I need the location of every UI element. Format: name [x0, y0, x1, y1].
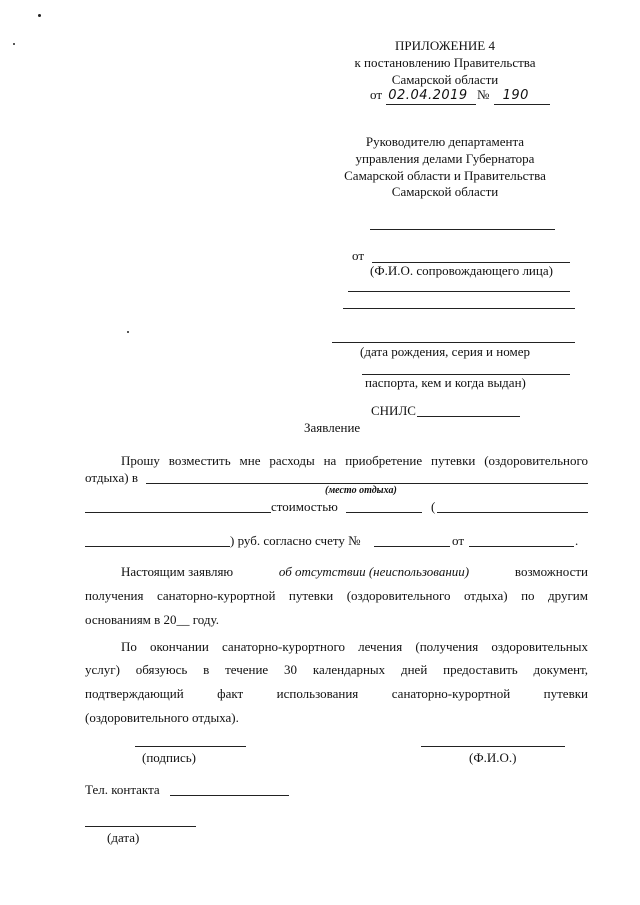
place-caption: (место отдыха) [325, 485, 397, 496]
declaration-part-b: об отсутствии (неиспользовании) [278, 564, 470, 579]
number-underline [494, 104, 550, 105]
scan-speck [38, 14, 41, 17]
appendix-title: ПРИЛОЖЕНИЕ 4 [395, 38, 495, 53]
addressee-line-1: Руководителю департамента [365, 134, 525, 149]
declaration-line-3: основаниям в 20__ году. [85, 612, 219, 627]
fio-signature-line [421, 746, 565, 747]
declaration-part-a: Настоящим заявляю [121, 564, 234, 579]
declaration-line-1 [121, 564, 588, 580]
statement-title: Заявление [304, 420, 361, 435]
period: . [575, 533, 579, 548]
declaration-part-c: возможности [514, 564, 588, 579]
from-label: от [352, 248, 365, 263]
snils-label: СНИЛС [371, 403, 416, 418]
obligation-line-3: подтверждающий факт использования санаторно-курортной путевки [85, 686, 588, 701]
addressee-line-2: управления делами Губернатора [355, 151, 535, 166]
number-prefix: № [476, 87, 490, 102]
birth-caption: (дата рождения, серия и номер [360, 344, 530, 359]
rub-text: ) руб. согласно счету № [230, 533, 361, 548]
blank-line [370, 229, 555, 230]
blank-line [343, 308, 575, 309]
addressee-line-4: Самарской области [391, 184, 499, 199]
paren-open: ( [431, 499, 436, 514]
obligation-line-1: По окончании санаторно-курортного лечения (получения оздоровительных [121, 639, 588, 654]
region-line: Самарской области [391, 72, 499, 87]
fio-caption: (Ф.И.О. сопровождающего лица) [370, 263, 553, 278]
resolution-line: к постановлению Правительства [354, 55, 536, 70]
request-line-1: Прошу возместить мне расходы на приобретение путевки (оздоровительного [121, 453, 588, 468]
passport-caption: паспорта, кем и когда выдан) [365, 375, 526, 390]
place-field-line [146, 483, 588, 484]
date-caption: (дата) [107, 830, 140, 845]
blank-line [348, 291, 570, 292]
declaration-line-2: получения санаторно-курортной путевки (оздоровительного отдыха) по другим [85, 588, 588, 603]
handwritten-number: 190 [502, 88, 529, 103]
snils-field-line [417, 416, 520, 417]
invoice-number-line [374, 546, 450, 547]
scan-speck [127, 331, 129, 333]
request-line-2: отдыха) в [85, 470, 139, 485]
birth-field-line [332, 342, 575, 343]
phone-field-line [170, 795, 289, 796]
phone-label: Тел. контакта [85, 782, 160, 797]
scan-speck [13, 43, 15, 45]
obligation-line-4: (оздоровительного отдыха). [85, 710, 239, 725]
cost-words-line-2 [85, 546, 230, 547]
resolution-date-line [370, 87, 529, 103]
from-prefix: от [370, 87, 383, 102]
fio-signature-caption: (Ф.И.О.) [469, 750, 517, 765]
blank-line [85, 512, 271, 513]
date-underline [386, 104, 476, 105]
signature-caption: (подпись) [142, 750, 196, 765]
signature-line [135, 746, 246, 747]
date-field-line [85, 826, 196, 827]
from-word: от [452, 533, 465, 548]
cost-field-line [346, 512, 422, 513]
cost-label: стоимостью [271, 499, 338, 514]
obligation-line-2: услуг) обязуюсь в течение 30 календарных дней предоставить документ, [85, 662, 588, 677]
invoice-date-line [469, 546, 574, 547]
handwritten-date: 02.04.2019 [388, 88, 468, 103]
cost-words-line [437, 512, 588, 513]
addressee-line-3: Самарской области и Правительства [344, 168, 546, 183]
